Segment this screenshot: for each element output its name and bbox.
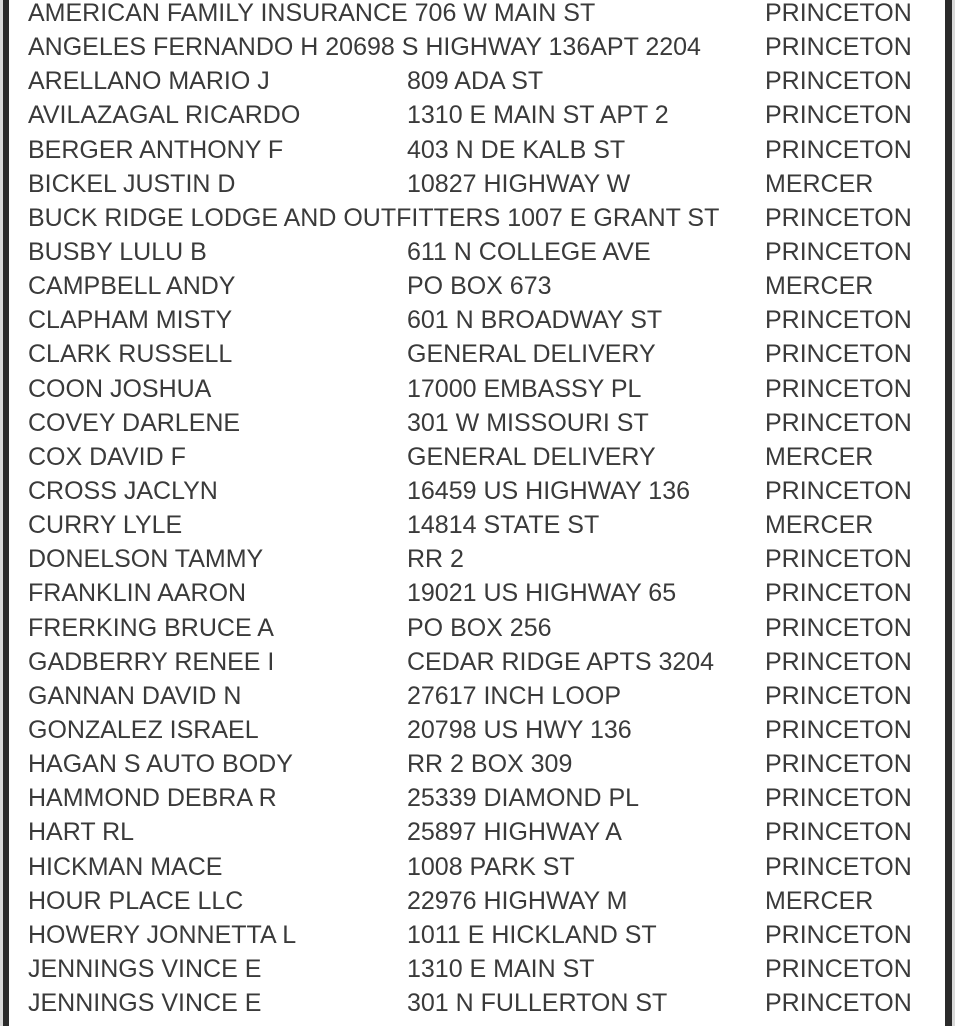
- listing-row: [0, 337, 955, 371]
- row-name: GONZALEZ ISRAEL: [28, 715, 259, 744]
- listing-row: [0, 64, 955, 98]
- row-address: 601 N BROADWAY ST: [407, 306, 663, 335]
- listing-row: [0, 133, 955, 167]
- row-name: COX DAVID F: [28, 442, 186, 471]
- row-name: CURRY LYLE: [28, 511, 183, 540]
- row-city: PRINCETON: [765, 67, 912, 96]
- row-address: 403 N DE KALB ST: [407, 135, 626, 164]
- row-city: PRINCETON: [765, 989, 912, 1018]
- row-address: 301 N FULLERTON ST: [407, 989, 668, 1018]
- row-name: JENNINGS VINCE E: [28, 989, 262, 1018]
- row-name: BICKEL JUSTIN D: [28, 169, 236, 198]
- row-city: MERCER: [765, 169, 874, 198]
- row-address: 1008 PARK ST: [407, 852, 575, 881]
- row-name: HOWERY JONNETTA L: [28, 920, 297, 949]
- row-city: PRINCETON: [765, 306, 912, 335]
- row-city: PRINCETON: [765, 374, 912, 403]
- listing-row: [0, 952, 955, 986]
- row-city: PRINCETON: [765, 647, 912, 676]
- row-city: PRINCETON: [765, 340, 912, 369]
- row-name: CAMPBELL ANDY: [28, 272, 236, 301]
- row-city: PRINCETON: [765, 784, 912, 813]
- row-name: BERGER ANTHONY F: [28, 135, 284, 164]
- row-city: PRINCETON: [765, 135, 912, 164]
- row-city: PRINCETON: [765, 715, 912, 744]
- listing-row: [0, 576, 955, 610]
- listing-row: [0, 850, 955, 884]
- row-name: ANGELES FERNANDO H 20698 S HIGHWAY 136APT 2204: [28, 33, 701, 62]
- row-city: PRINCETON: [765, 203, 912, 232]
- row-address: 611 N COLLEGE AVE: [407, 237, 651, 266]
- row-address: 17000 EMBASSY PL: [407, 374, 642, 403]
- row-name: HAGAN S AUTO BODY: [28, 750, 293, 779]
- row-city: PRINCETON: [765, 750, 912, 779]
- row-name: AVILAZAGAL RICARDO: [28, 101, 301, 130]
- row-city: PRINCETON: [765, 681, 912, 710]
- row-city: PRINCETON: [765, 954, 912, 983]
- listing-row: [0, 235, 955, 269]
- row-address: 25339 DIAMOND PL: [407, 784, 640, 813]
- listing-row: [0, 406, 955, 440]
- row-address: 25897 HIGHWAY A: [407, 818, 622, 847]
- row-address: 1011 E HICKLAND ST: [407, 920, 657, 949]
- row-name: GANNAN DAVID N: [28, 681, 242, 710]
- row-city: PRINCETON: [765, 818, 912, 847]
- listing-row: [0, 918, 955, 952]
- row-name: AMERICAN FAMILY INSURANCE 706 W MAIN ST: [28, 0, 596, 27]
- listing-row: [0, 98, 955, 132]
- row-city: MERCER: [765, 886, 874, 915]
- row-name: DONELSON TAMMY: [28, 545, 264, 574]
- row-name: FRANKLIN AARON: [28, 579, 247, 608]
- listing-row: [0, 474, 955, 508]
- row-city: PRINCETON: [765, 545, 912, 574]
- row-name: HAMMOND DEBRA R: [28, 784, 277, 813]
- listing-row: [0, 679, 955, 713]
- row-address: 1310 E MAIN ST: [407, 954, 595, 983]
- row-city: PRINCETON: [765, 237, 912, 266]
- listing-row: [0, 269, 955, 303]
- row-address: 20798 US HWY 136: [407, 715, 632, 744]
- row-city: PRINCETON: [765, 476, 912, 505]
- listing-row: [0, 713, 955, 747]
- row-name: COON JOSHUA: [28, 374, 212, 403]
- row-address: RR 2: [407, 545, 464, 574]
- row-address: 809 ADA ST: [407, 67, 544, 96]
- row-city: PRINCETON: [765, 0, 912, 27]
- listing-row: [0, 508, 955, 542]
- row-address: 22976 HIGHWAY M: [407, 886, 628, 915]
- row-address: CEDAR RIDGE APTS 3204: [407, 647, 715, 676]
- row-name: FRERKING BRUCE A: [28, 613, 274, 642]
- row-address: PO BOX 673: [407, 272, 552, 301]
- row-address: GENERAL DELIVERY: [407, 442, 656, 471]
- row-city: PRINCETON: [765, 101, 912, 130]
- row-name: HART RL: [28, 818, 135, 847]
- listing-row: [0, 986, 955, 1020]
- listing-row: [0, 201, 955, 235]
- listing-row: [0, 542, 955, 576]
- row-address: 14814 STATE ST: [407, 511, 600, 540]
- row-name: HICKMAN MACE: [28, 852, 223, 881]
- row-city: MERCER: [765, 272, 874, 301]
- row-address: 1310 E MAIN ST APT 2: [407, 101, 669, 130]
- listing-row: [0, 167, 955, 201]
- row-city: PRINCETON: [765, 579, 912, 608]
- row-name: HOUR PLACE LLC: [28, 886, 244, 915]
- row-address: RR 2 BOX 309: [407, 750, 573, 779]
- listing-row: [0, 815, 955, 849]
- row-name: GADBERRY RENEE I: [28, 647, 275, 676]
- listing-row: [0, 611, 955, 645]
- row-city: PRINCETON: [765, 920, 912, 949]
- listing-row: [0, 645, 955, 679]
- row-address: GENERAL DELIVERY: [407, 340, 656, 369]
- listing-row: [0, 781, 955, 815]
- row-address: PO BOX 256: [407, 613, 552, 642]
- row-address: 27617 INCH LOOP: [407, 681, 621, 710]
- row-city: PRINCETON: [765, 613, 912, 642]
- row-address: 10827 HIGHWAY W: [407, 169, 631, 198]
- row-address: 19021 US HIGHWAY 65: [407, 579, 677, 608]
- row-name: CLARK RUSSELL: [28, 340, 233, 369]
- row-address: 16459 US HIGHWAY 136: [407, 476, 691, 505]
- listing-row: [0, 303, 955, 337]
- row-name: ARELLANO MARIO J: [28, 67, 270, 96]
- listing-row: [0, 30, 955, 64]
- row-address: 301 W MISSOURI ST: [407, 408, 649, 437]
- row-city: PRINCETON: [765, 33, 912, 62]
- listing-row: [0, 884, 955, 918]
- row-name: BUCK RIDGE LODGE AND OUTFITTERS 1007 E GRANT ST: [28, 203, 720, 232]
- row-name: JENNINGS VINCE E: [28, 954, 262, 983]
- row-name: CLAPHAM MISTY: [28, 306, 233, 335]
- row-city: MERCER: [765, 511, 874, 540]
- row-name: BUSBY LULU B: [28, 237, 207, 266]
- listing-row: [0, 0, 955, 30]
- row-city: MERCER: [765, 442, 874, 471]
- listing-row: [0, 747, 955, 781]
- row-name: COVEY DARLENE: [28, 408, 241, 437]
- row-city: PRINCETON: [765, 408, 912, 437]
- listing-row: [0, 440, 955, 474]
- listing-row: [0, 372, 955, 406]
- row-name: CROSS JACLYN: [28, 476, 218, 505]
- row-city: PRINCETON: [765, 852, 912, 881]
